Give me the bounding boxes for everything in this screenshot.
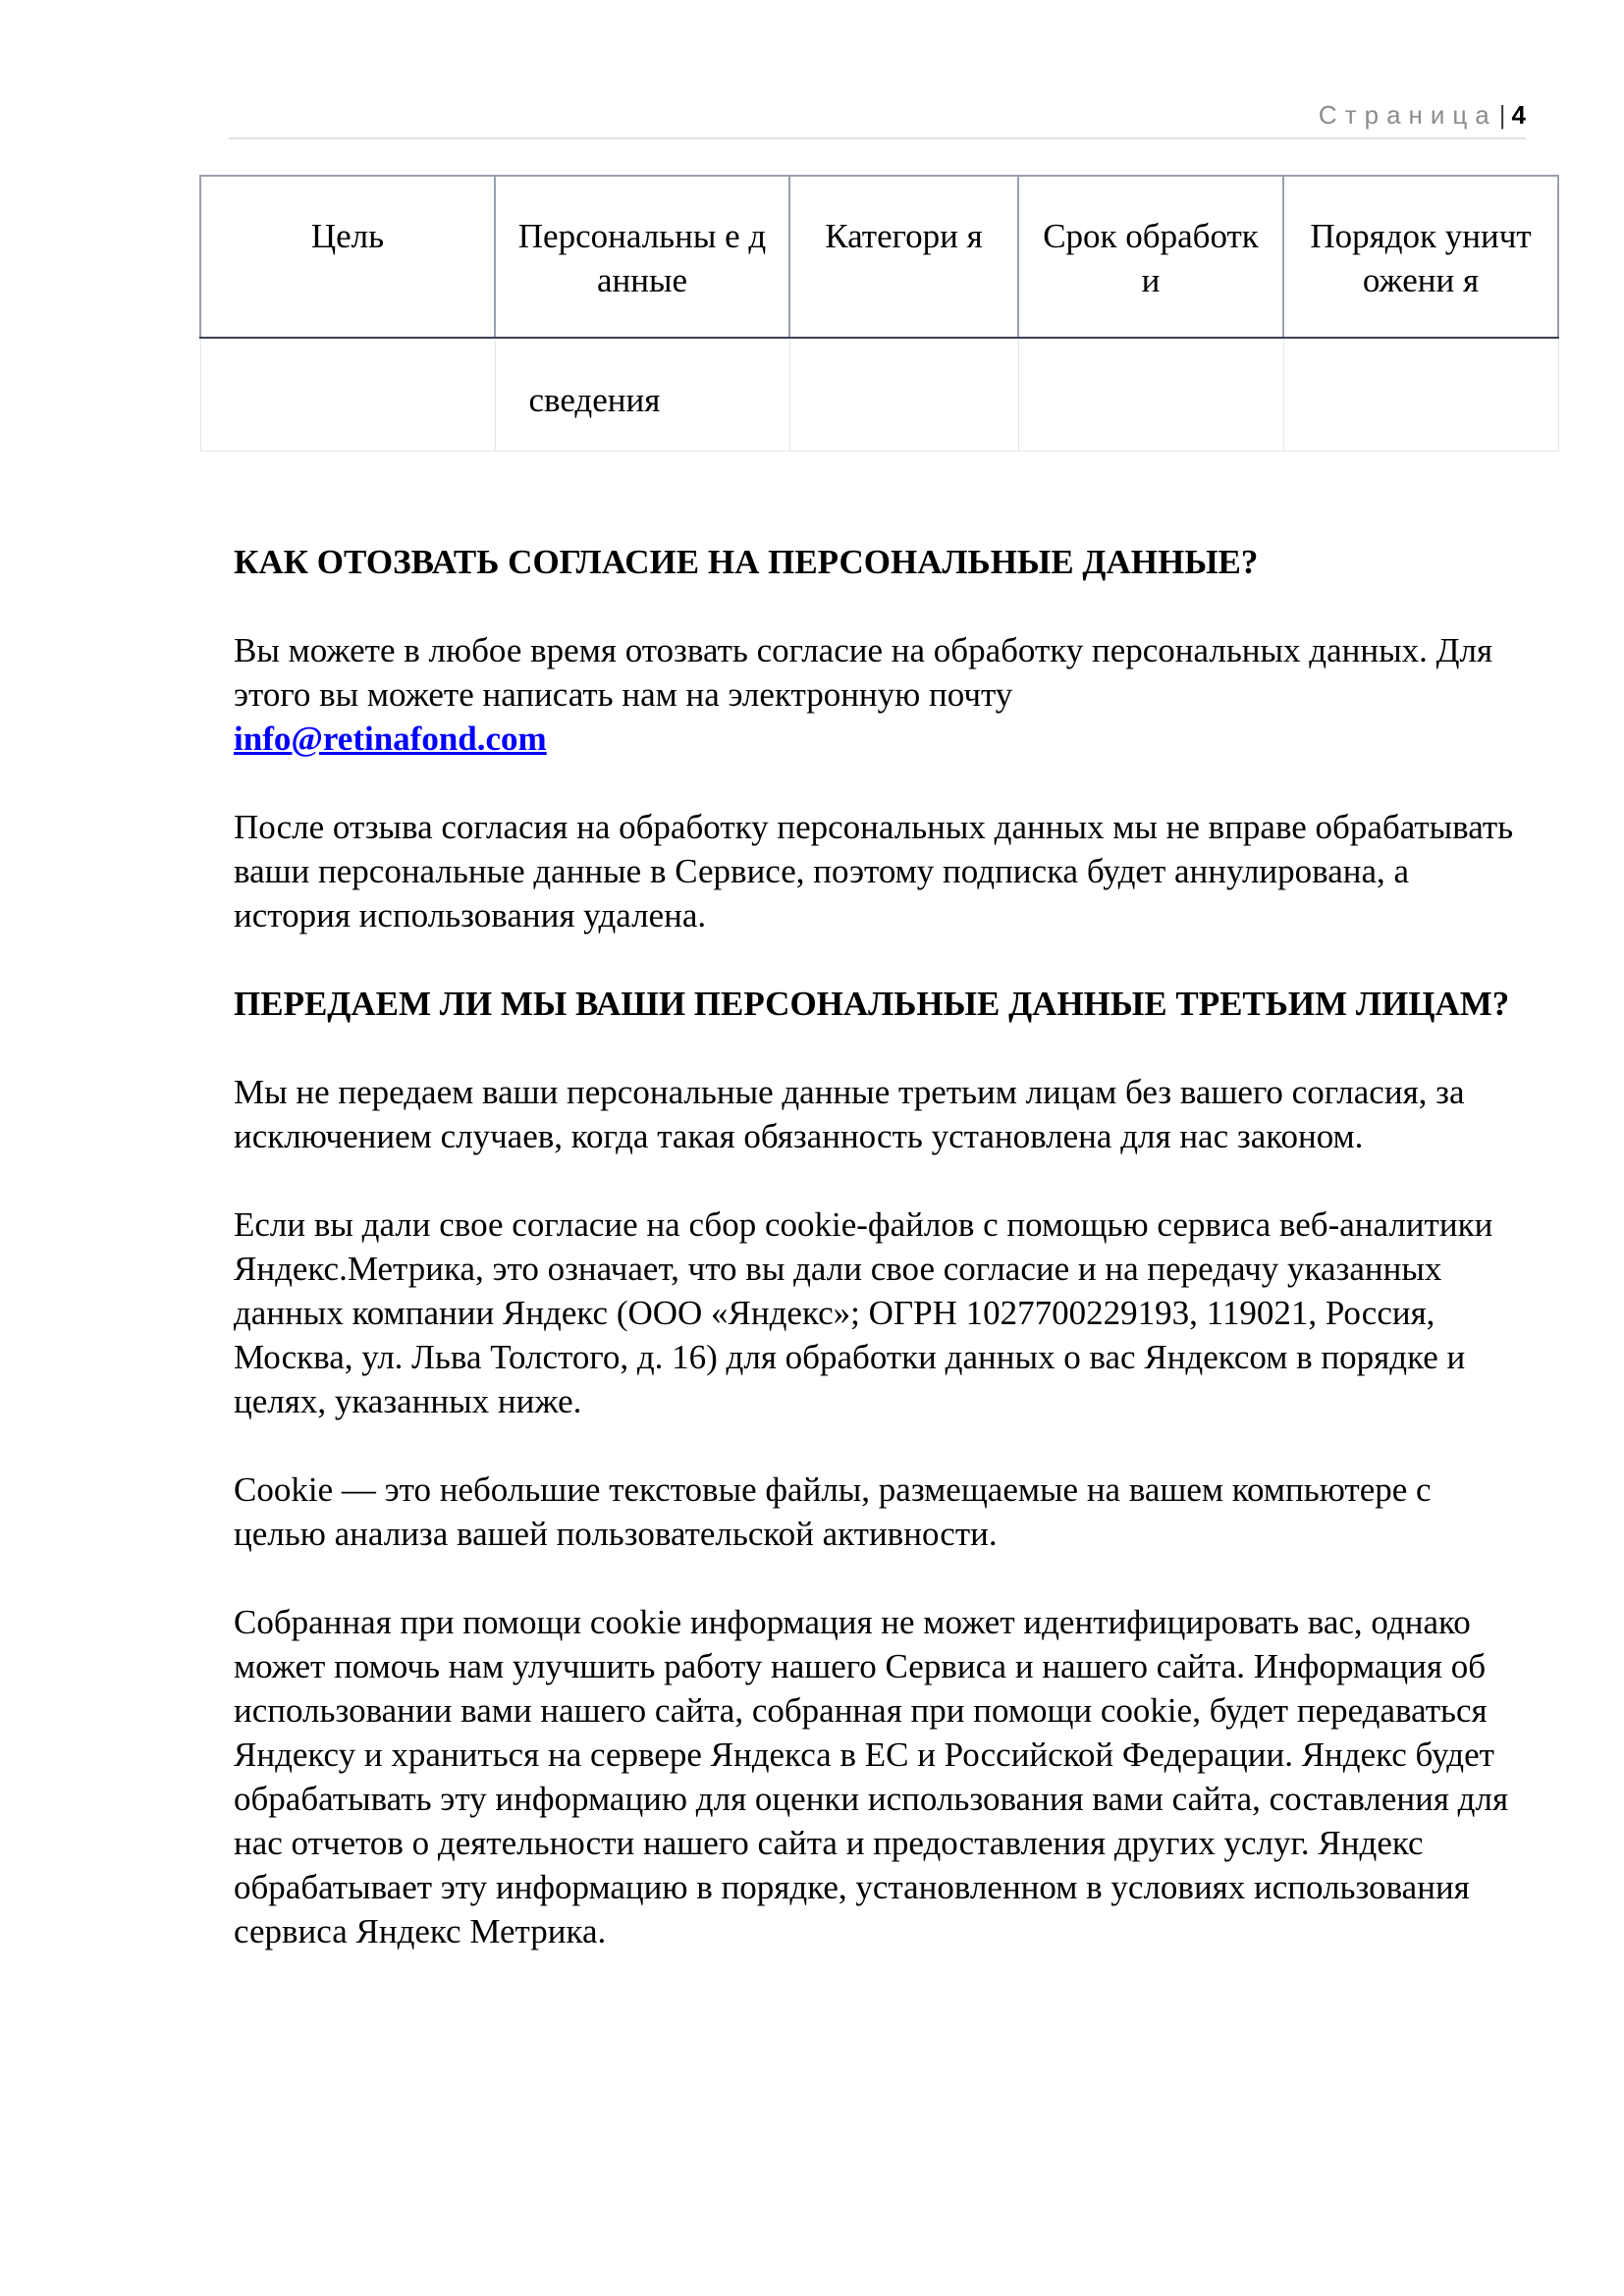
document-body (234, 540, 1530, 1998)
page-separator: | (1498, 100, 1506, 130)
column-header-category: Категори я (789, 176, 1018, 338)
paragraph-after-withdrawal: После отзыва согласия на обработку персональных данных мы не вправе обрабатывать ваши персональные данные в Сервисе, поэтому подписка будет аннулирована, а история использования удалена. (234, 808, 1514, 934)
table-cell (789, 338, 1018, 451)
paragraph-withdraw-consent (234, 628, 1530, 761)
table-cell (1283, 338, 1558, 451)
paragraph-text: Вы можете в любое время отозвать согласие на обработку персональных данных. Для этого вы можете написать нам на электронную почту (234, 631, 1493, 714)
page-header (229, 96, 1526, 139)
page-label: Страница (1318, 100, 1497, 130)
table-row (200, 338, 1558, 451)
section-heading-third-parties: ПЕРЕДАЕМ ЛИ МЫ ВАШИ ПЕРСОНАЛЬНЫЕ ДАННЫЕ ТРЕТЬИМ ЛИЦАМ? (234, 985, 1510, 1023)
table-header-row (200, 176, 1558, 338)
column-header-purpose: Цель (200, 176, 495, 338)
section-heading-withdraw-consent: КАК ОТОЗВАТЬ СОГЛАСИЕ НА ПЕРСОНАЛЬНЫЕ ДАННЫЕ? (234, 543, 1259, 581)
paragraph-cookie-definition: Cookie — это небольшие текстовые файлы, размещаемые на вашем компьютере с целью анализа вашей пользовательской активности. (234, 1470, 1432, 1553)
page-number: 4 (1511, 100, 1526, 130)
email-link[interactable]: info@retinafond.com (234, 720, 547, 758)
column-header-destruction-procedure: Порядок уничтожени я (1283, 176, 1558, 338)
column-header-personal-data: Персональны е данные (495, 176, 789, 338)
personal-data-table (199, 175, 1559, 452)
paragraph-cookie-information: Собранная при помощи cookie информация не может идентифицировать вас, однако может помочь нам улучшить работу нашего Сервиса и нашего сайта. Информация об использовании вами нашего сайта, собранная при помощи cookie, будет передаваться Яндексу и храниться на сервере Яндекса в ЕС и Российской Федерации. Яндекс будет обрабатывать эту информацию для оценки использования вами сайта, составления для нас отчетов о деятельности нашего сайта и предоставления других услуг. Яндекс обрабатывает эту информацию в порядке, установленном в условиях использования сервиса Яндекс Метрика. (234, 1603, 1509, 1950)
paragraph-no-transfer: Мы не передаем ваши персональные данные третьим лицам без вашего согласия, за исключением случаев, когда такая обязанность установлена для нас законом. (234, 1073, 1465, 1155)
paragraph-yandex-metrica-consent: Если вы дали свое согласие на сбор cookie-файлов с помощью сервиса веб-аналитики Яндекс.Метрика, это означает, что вы дали свое согласие и на передачу указанных данных компании Яндекс (ООО «Яндекс»; ОГРН 1027700229193, 119021, Россия, Москва, ул. Льва Толстого, д. 16) для обработки данных о вас Яндексом в порядке и целях, указанных ниже. (234, 1205, 1493, 1420)
column-header-processing-period: Срок обработки (1018, 176, 1283, 338)
page-indicator (1319, 100, 1526, 130)
table-cell (200, 338, 495, 451)
table-cell (1018, 338, 1283, 451)
table-cell: сведения (495, 338, 789, 451)
